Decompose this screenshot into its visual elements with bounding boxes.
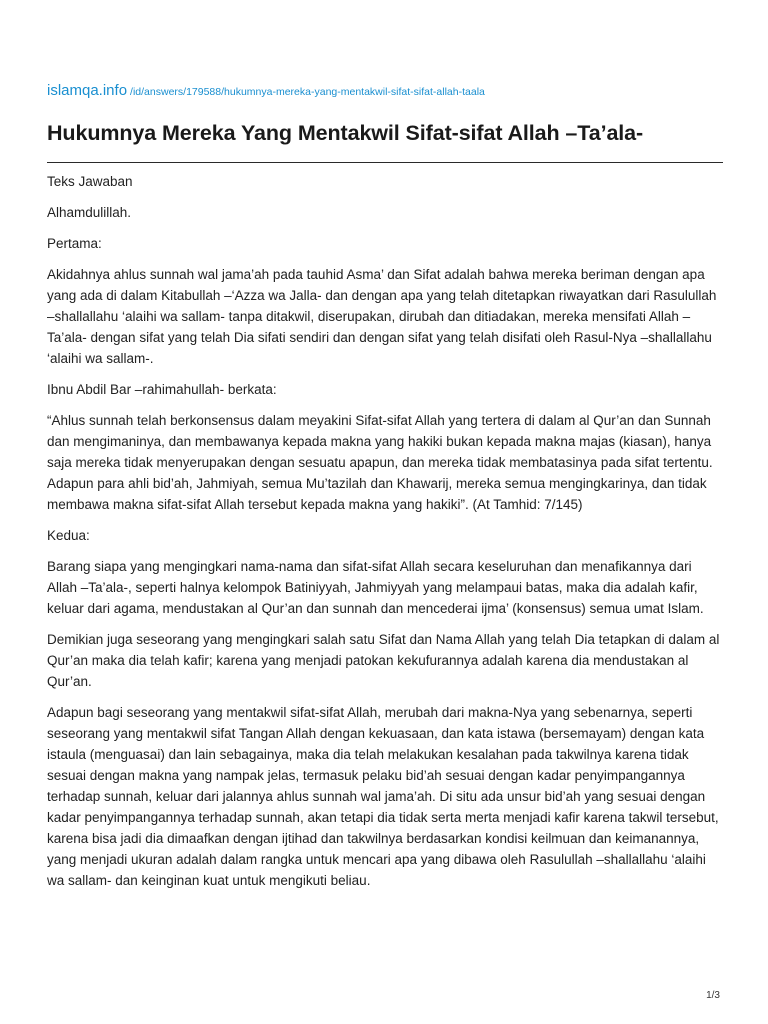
paragraph: Adapun bagi seseorang yang mentakwil sifat-sifat Allah, merubah dari makna-Nya yang sebenarnya, seperti seseorang yang mentakwil sifat Tangan Allah dengan kekuasaan, dan kata istawa (bersemayam) dengan kata istaula (menguasai) dan lain sebagainya, maka dia telah melakukan kesalahan pada takwilnya karena tidak sesuai dengan makna yang nampak jelas, termasuk pelaku bid’ah sesuai dengan kadar penyimpangannya terhadap sunnah, keluar dari jalannya ahlus sunnah wal jama’ah. Di situ ada unsur bid’ah yang sesuai dengan kadar penyimpangannya terhadap sunnah, akan tetapi dia tidak serta merta menjadi kafir karena takwil tersebut, karena bisa jadi dia dimaafkan dengan ijtihad dan takwilnya berdasarkan kondisi keilmuan dan keimanannya, yang menjadi ukuran adalah dalam rangka untuk mencari apa yang dibawa oleh Rasulullah –shallallahu ‘alaihi wa sallam- dan keinginan kuat untuk mengikuti beliau. xyxy=(47,705,719,888)
section-heading-kedua: Kedua: xyxy=(47,528,90,543)
article-path-link[interactable]: /id/answers/179588/hukumnya-mereka-yang-mentakwil-sifat-sifat-allah-taala xyxy=(130,86,485,98)
article-body xyxy=(47,171,723,891)
site-link[interactable]: islamqa.info xyxy=(47,82,128,99)
title-divider xyxy=(47,162,723,163)
quote-attribution: Ibnu Abdil Bar –rahimahullah- berkata: xyxy=(47,382,277,397)
source-url xyxy=(47,80,723,102)
page-number: 1/3 xyxy=(706,990,720,1001)
quote-paragraph: “Ahlus sunnah telah berkonsensus dalam meyakini Sifat-sifat Allah yang tertera di dalam al Qur’an dan Sunnah dan mengimaninya, dan membawanya kepada makna yang hakiki bukan kepada makna majas (kiasan), hanya saja mereka tidak menyerupakan dengan sesuatu apapun, dan mereka tidak membatasinya pada sifat tertentu. Adapun para ahli bid’ah, Jahmiyah, semua Mu’tazilah dan Khawarij, mereka semua mengingkarinya, dan tidak membawa makna sifat-sifat Allah tersebut kepada makna yang hakiki”. (At Tamhid: 7/145) xyxy=(47,413,713,512)
paragraph: Barang siapa yang mengingkari nama-nama dan sifat-sifat Allah secara keseluruhan dan menafikannya dari Allah –Ta’ala-, seperti halnya kelompok Batiniyyah, Jahmiyyah yang melampaui batas, maka dia adalah kafir, keluar dari agama, mendustakan al Qur’an dan sunnah dan mencederai ijma’ (konsensus) semua umat Islam. xyxy=(47,559,704,616)
paragraph: Akidahnya ahlus sunnah wal jama’ah pada tauhid Asma’ dan Sifat adalah bahwa mereka beriman dengan apa yang ada di dalam Kitabullah –‘Azza wa Jalla- dan dengan apa yang telah ditetapkan riwayatkan dari Rasulullah –shallallahu ‘alaihi wa sallam- tanpa ditakwil, diserupakan, dirubah dan ditiadakan, mereka mensifati Allah –Ta’ala- dengan sifat yang telah Dia sifati sendiri dan dengan sifat yang telah disifati oleh Rasul-Nya –shallallahu ‘alaihi wa sallam-. xyxy=(47,267,717,366)
section-heading-pertama: Pertama: xyxy=(47,236,102,251)
greeting: Alhamdulillah. xyxy=(47,205,132,220)
section-label-teks-jawaban: Teks Jawaban xyxy=(47,174,133,189)
document-page xyxy=(47,80,723,901)
paragraph: Demikian juga seseorang yang mengingkari salah satu Sifat dan Nama Allah yang telah Dia tetapkan di dalam al Qur’an maka dia telah kafir; karena yang menjadi patokan kekufurannya adalah karena dia mendustakan al Qur’an. xyxy=(47,632,720,689)
page-title: Hukumnya Mereka Yang Mentakwil Sifat-sifat Allah –Ta’ala- xyxy=(47,121,644,145)
